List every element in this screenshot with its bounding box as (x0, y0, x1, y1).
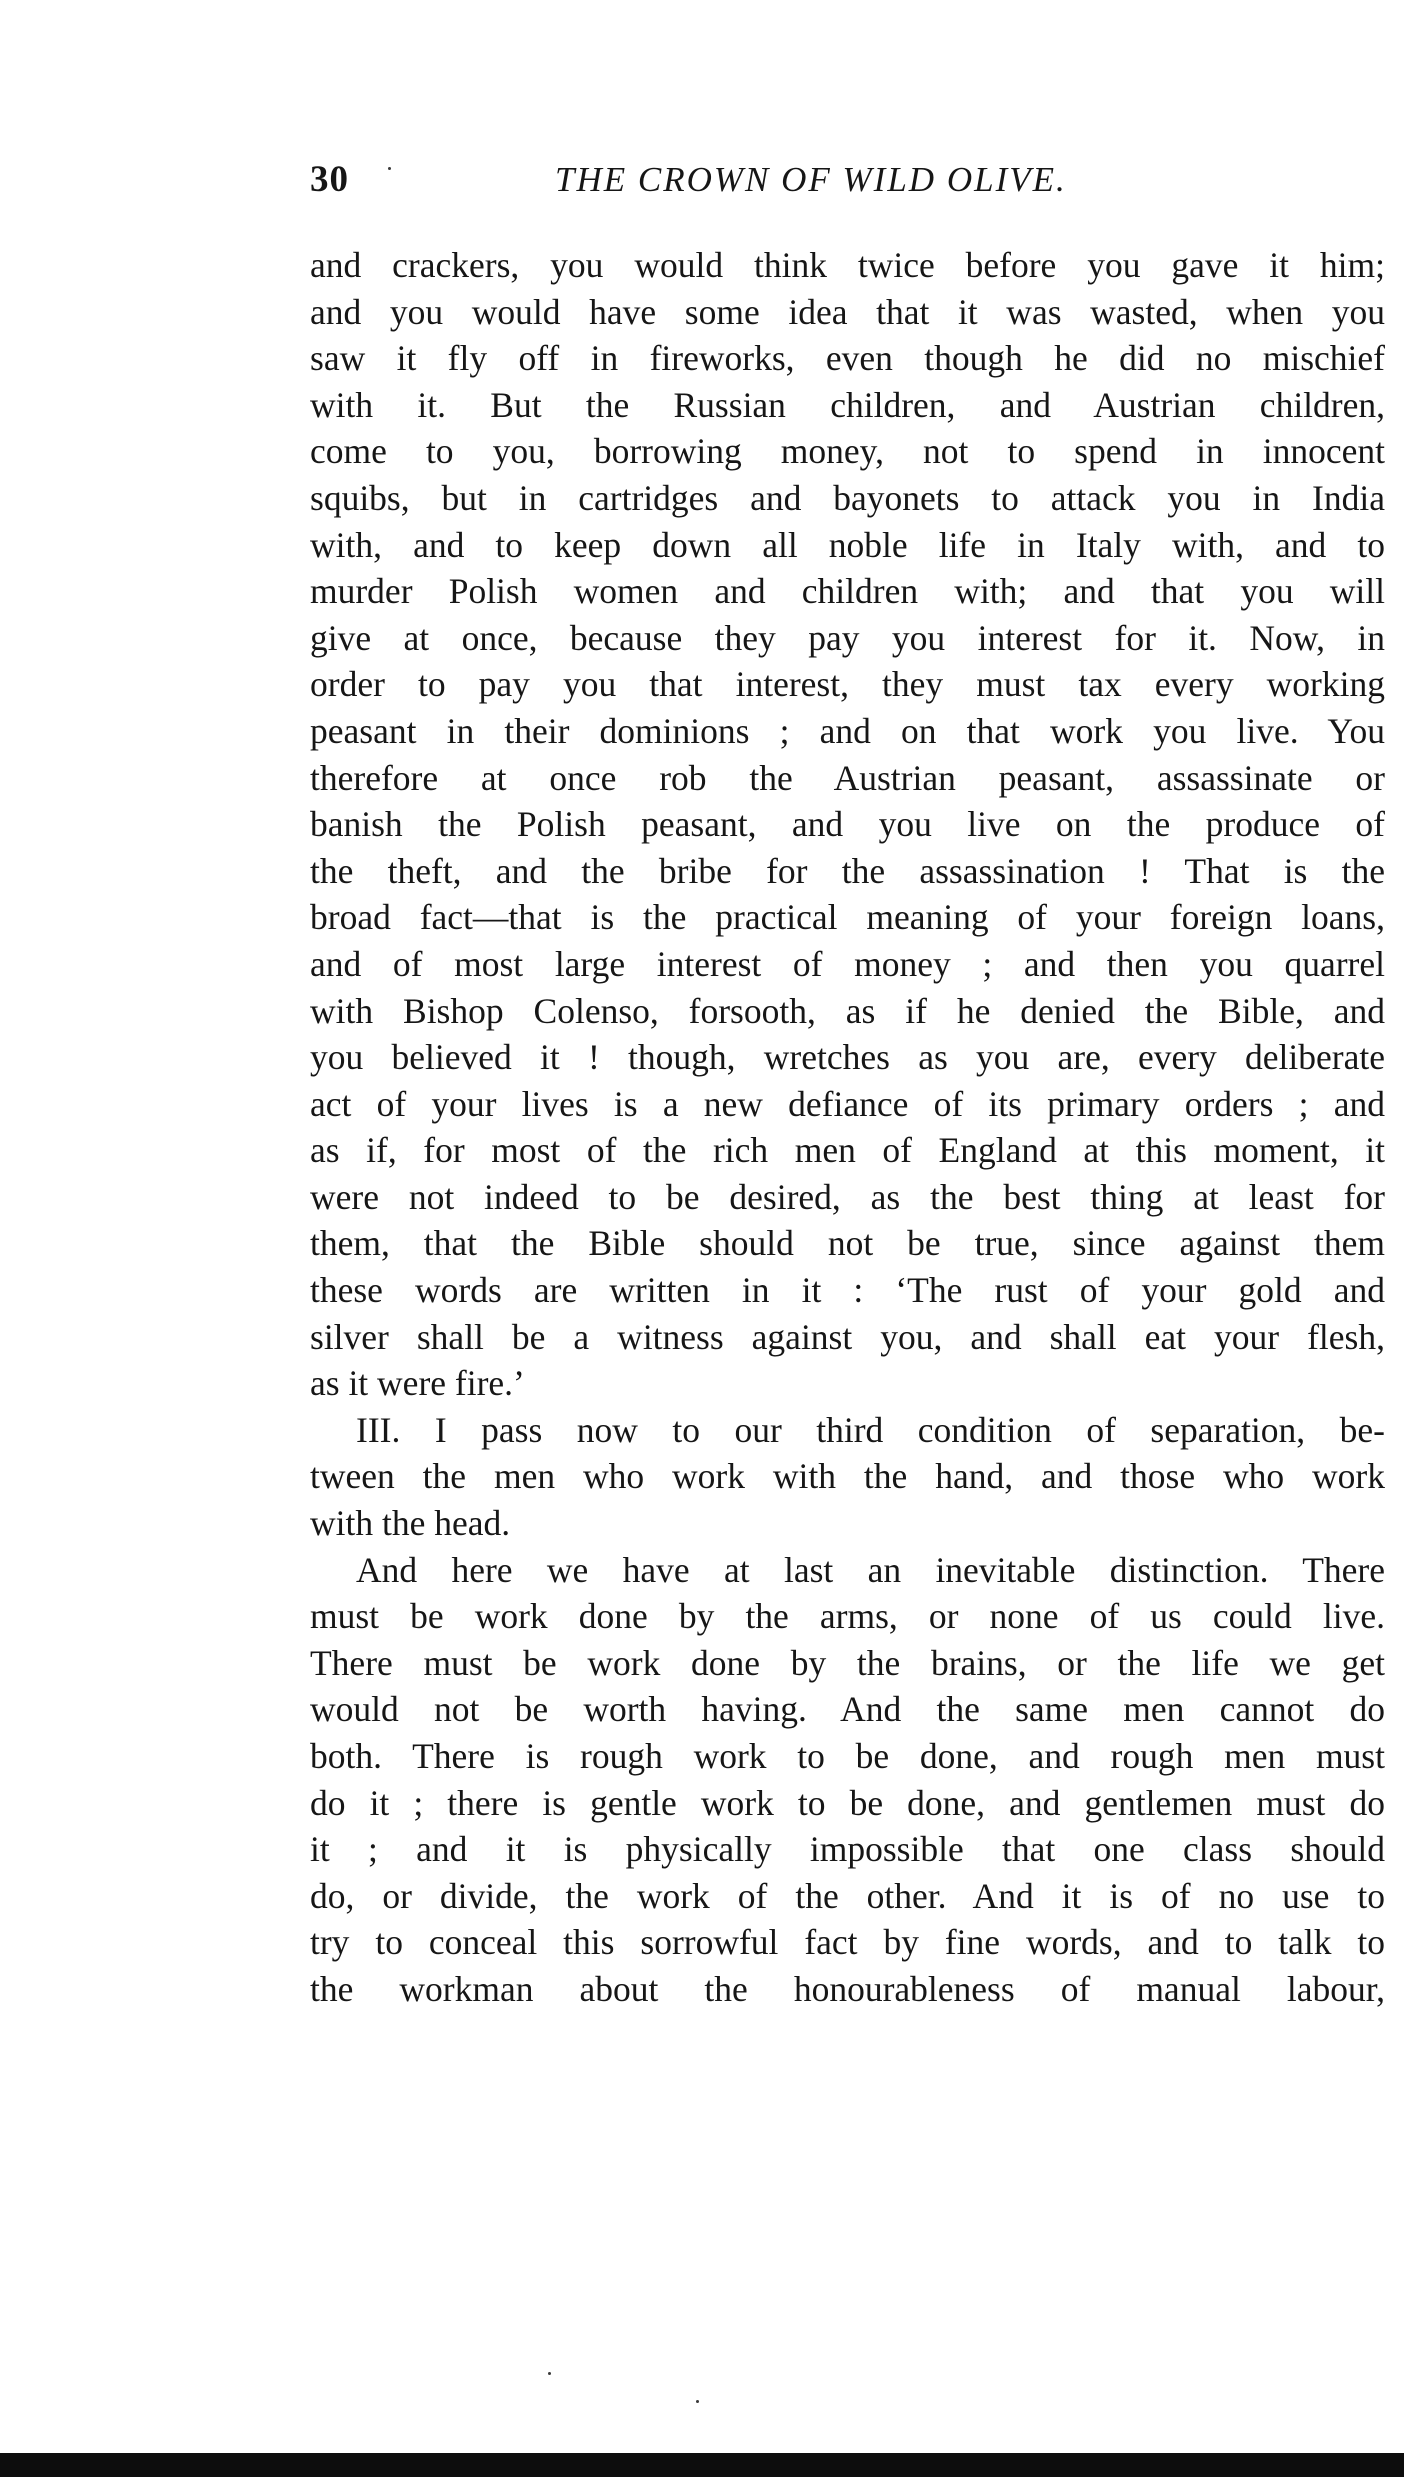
text-line: And here we have at last an inevitable distinction. There (356, 1549, 1385, 1590)
scan-speck (696, 2400, 699, 2403)
text-line: it ; and it is physically impossible that one class should (310, 1829, 1385, 1870)
text-line: were not indeed to be desired, as the best thing at least for (310, 1176, 1385, 1217)
text-line: III. I pass now to our third condition of separation, be- (356, 1409, 1385, 1450)
page-number: 30 (310, 159, 349, 200)
text-line: murder Polish women and children with; and that you will (310, 571, 1385, 612)
text-line: do, or divide, the work of the other. And it is of no use to (310, 1875, 1385, 1916)
text-line: with the head. (310, 1503, 511, 1544)
text-line: and crackers, you would think twice before you gave it him; (310, 245, 1385, 285)
text-line: silver shall be a witness against you, and shall eat your flesh, (310, 1316, 1385, 1357)
text-line: as if, for most of the rich men of England at this moment, it (310, 1130, 1385, 1171)
body-text (310, 242, 1385, 2013)
text-line: come to you, borrowing money, not to spend in innocent (310, 431, 1385, 472)
scan-speck (388, 167, 391, 170)
text-line: squibs, but in cartridges and bayonets to attack you in India (310, 477, 1385, 518)
text-line: you believed it ! though, wretches as you are, every deliberate (310, 1037, 1385, 1078)
text-line: them, that the Bible should not be true, since against them (310, 1223, 1385, 1264)
text-line: peasant in their dominions ; and on that work you live. You (310, 710, 1385, 751)
text-line: as it were fire.’ (310, 1363, 525, 1404)
text-line: give at once, because they pay you interest for it. Now, in (310, 617, 1385, 658)
scan-speck (548, 2372, 551, 2375)
text-line: do it ; there is gentle work to be done, and gentlemen must do (310, 1782, 1385, 1823)
text-line: both. There is rough work to be done, and rough men must (310, 1736, 1385, 1776)
text-line: the workman about the honourableness of manual labour, (310, 1968, 1385, 2009)
text-line: order to pay you that interest, they must tax every working (310, 664, 1385, 705)
text-line: and you would have some idea that it was wasted, when you (310, 291, 1385, 332)
text-line: must be work done by the arms, or none of us could live. (310, 1596, 1385, 1637)
text-line: banish the Polish peasant, and you live on the produce of (310, 804, 1385, 845)
text-line: try to conceal this sorrowful fact by fine words, and to talk to (310, 1922, 1385, 1963)
text-line: broad fact—that is the practical meaning of your foreign loans, (310, 897, 1385, 938)
page-header (310, 158, 1385, 214)
text-line: There must be work done by the brains, or the life we get (310, 1642, 1385, 1683)
scan-bottom-edge (0, 2453, 1404, 2477)
text-line: with it. But the Russian children, and Austrian children, (310, 384, 1385, 425)
text-line: and of most large interest of money ; and then you quarrel (310, 943, 1385, 984)
text-line: act of your lives is a new defiance of its primary orders ; and (310, 1083, 1385, 1124)
text-line: saw it fly off in fireworks, even though he did no mischief (310, 338, 1385, 379)
text-line: would not be worth having. And the same men cannot do (310, 1689, 1385, 1730)
text-line: with, and to keep down all noble life in Italy with, and to (310, 524, 1385, 565)
text-line: therefore at once rob the Austrian peasant, assassinate or (310, 757, 1385, 798)
text-line: tween the men who work with the hand, and those who work (310, 1456, 1385, 1497)
running-head: THE CROWN OF WILD OLIVE. (555, 160, 1067, 199)
text-line: the theft, and the bribe for the assassination ! That is the (310, 850, 1385, 891)
text-line: these words are written in it : ‘The rust of your gold and (310, 1270, 1385, 1311)
text-line: with Bishop Colenso, forsooth, as if he denied the Bible, and (310, 990, 1385, 1031)
